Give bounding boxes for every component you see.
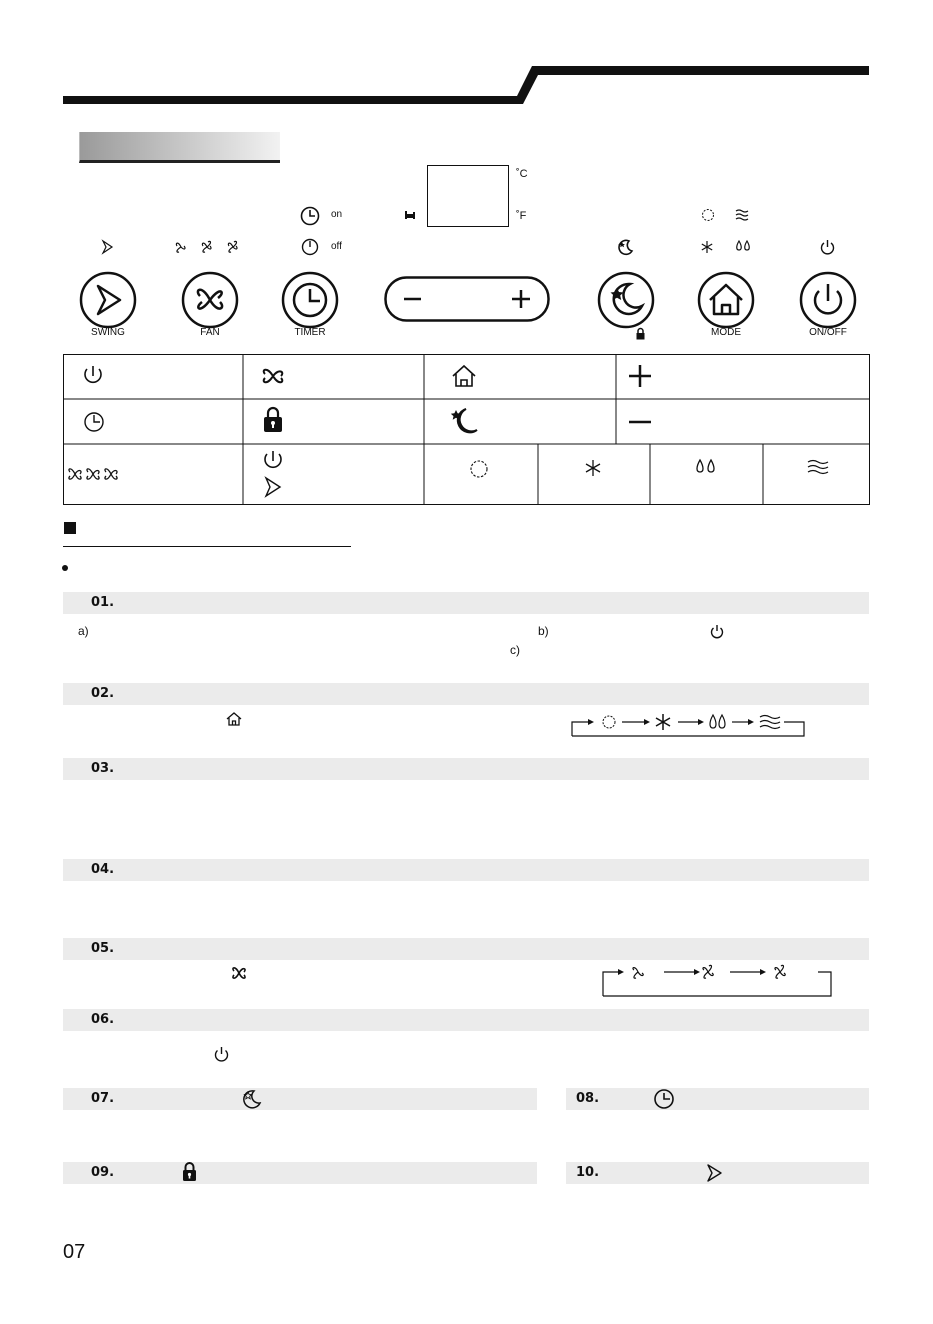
bullet xyxy=(62,565,68,571)
legend-fan-speeds-icon xyxy=(69,469,117,479)
section-bar-03: 03. xyxy=(63,758,869,780)
timer-on-label: on xyxy=(331,209,343,220)
list-label-c: c) xyxy=(510,643,520,657)
plus-icon xyxy=(512,290,530,308)
mode-cycle-diagram xyxy=(566,712,806,738)
legend-auto-icon xyxy=(471,461,487,477)
onoff-label: ON/OFF xyxy=(809,327,847,338)
section-marker-square xyxy=(64,522,76,534)
timer-on-icon xyxy=(300,206,320,226)
lock-small-icon xyxy=(635,327,646,340)
legend-power-small-icon xyxy=(265,451,281,467)
section-bar-07: 07. xyxy=(63,1088,537,1110)
cycle-fan-mid-icon xyxy=(703,965,713,978)
mode-button[interactable] xyxy=(696,270,756,330)
section-bar-02: 02. xyxy=(63,683,869,705)
legend-dry-icon xyxy=(697,460,714,472)
page-number: 07 xyxy=(63,1241,86,1263)
bed-indicator-icon xyxy=(404,211,416,220)
section-bar-08: 08. xyxy=(566,1088,869,1110)
cycle-fan-low-icon xyxy=(633,968,643,979)
wind-indicator-icon xyxy=(735,209,749,221)
cycle-auto-icon xyxy=(603,716,615,728)
legend-home-icon xyxy=(453,366,475,386)
legend-timer-icon xyxy=(85,413,103,431)
swing-label: SWING xyxy=(91,327,125,338)
onoff-button[interactable] xyxy=(798,270,858,330)
header-band xyxy=(0,0,933,110)
fan-cycle-diagram xyxy=(600,962,834,998)
home-icon xyxy=(710,285,742,314)
inline-power-icon-06 xyxy=(214,1046,229,1061)
timer-label: TIMER xyxy=(294,327,326,338)
dry-indicator-icon xyxy=(734,239,752,253)
temp-adjust-button[interactable] xyxy=(384,276,550,322)
legend-snowflake-icon xyxy=(586,460,600,476)
swing-icon xyxy=(98,286,120,314)
fan-icon xyxy=(198,290,222,309)
cycle-snowflake-icon xyxy=(656,714,670,730)
fan-speed-indicator-icon xyxy=(173,239,245,255)
section-bar-04: 04. xyxy=(63,859,869,881)
cycle-wind-icon xyxy=(760,716,780,729)
swing-indicator-icon xyxy=(100,240,114,254)
section-bar-09: 09. xyxy=(63,1162,537,1184)
power-indicator-icon xyxy=(820,239,835,254)
legend-plus-icon xyxy=(629,365,651,387)
section-bar-10: 10. xyxy=(566,1162,869,1184)
section-title-block xyxy=(79,132,280,163)
timer-off-icon xyxy=(301,238,319,256)
inline-sleep-icon xyxy=(240,1089,262,1109)
section-underline xyxy=(63,546,351,547)
swing-button[interactable] xyxy=(78,270,138,330)
list-label-a: a) xyxy=(78,624,89,638)
inline-swing-icon xyxy=(704,1163,724,1183)
display-screen xyxy=(427,165,509,227)
celsius-label: ˚C xyxy=(516,168,528,180)
mode-label: MODE xyxy=(711,327,741,338)
timer-off-label: off xyxy=(331,241,342,252)
timer-button[interactable] xyxy=(280,270,340,330)
icon-legend-table xyxy=(63,354,870,506)
cycle-dry-icon xyxy=(710,715,725,728)
legend-fan-icon xyxy=(264,370,283,383)
inline-home-icon xyxy=(226,712,242,726)
legend-lock-icon xyxy=(264,408,282,432)
timer-icon xyxy=(310,289,320,301)
inline-lock-icon xyxy=(182,1161,197,1182)
list-label-b: b) xyxy=(538,624,549,638)
fan-label: FAN xyxy=(200,327,220,338)
inline-fan-icon xyxy=(228,962,250,984)
legend-sleep-icon xyxy=(451,409,477,432)
section-bar-05: 05. xyxy=(63,938,869,960)
sleep-indicator-icon xyxy=(616,238,634,256)
auto-indicator-icon xyxy=(701,208,715,222)
fahrenheit-label: ˚F xyxy=(516,210,527,222)
legend-power-icon xyxy=(85,366,101,382)
legend-swing-icon xyxy=(266,478,280,496)
fan-button[interactable] xyxy=(180,270,240,330)
legend-wind-icon xyxy=(808,461,828,474)
sleep-icon xyxy=(614,284,642,314)
inline-timer-icon xyxy=(653,1088,675,1110)
inline-power-icon xyxy=(710,624,724,638)
section-bar-06: 06. xyxy=(63,1009,869,1031)
section-bar-01: 01. xyxy=(63,592,869,614)
snowflake-indicator-icon xyxy=(700,240,714,254)
sleep-button[interactable] xyxy=(596,270,656,330)
cycle-fan-high-icon xyxy=(775,965,785,978)
